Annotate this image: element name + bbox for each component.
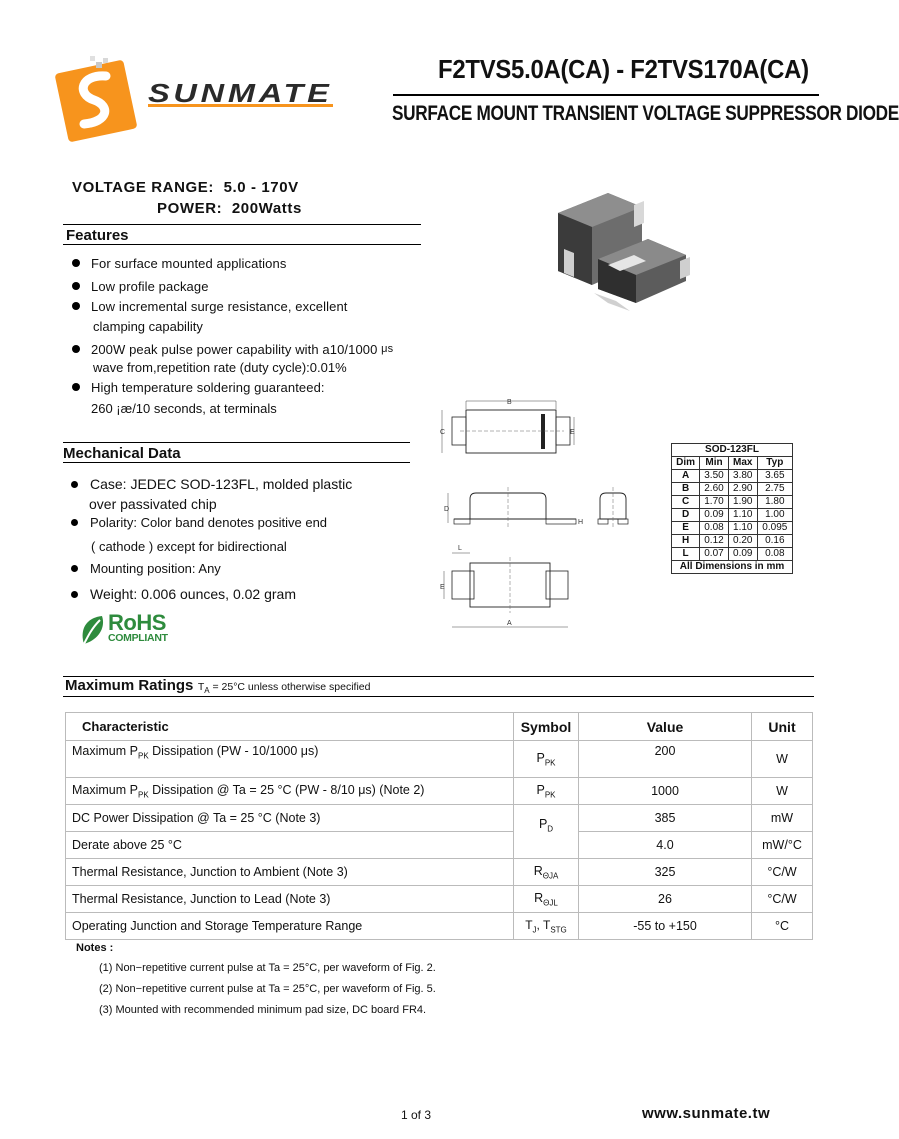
table-row: Thermal Resistance, Junction to Ambient (Note 3) $R_{\Theta JA}$ 325 °C/W (66, 859, 813, 886)
mech-item: Mounting position: Any (71, 561, 221, 576)
table-row: L 0.07 0.09 0.08 (672, 548, 793, 561)
table-row: E 0.08 1.10 0.095 (672, 522, 793, 535)
feature-continuation: 260 ¡æ/10 seconds, at terminals (91, 401, 277, 416)
mech-item: Polarity: Color band denotes positive end (71, 515, 327, 530)
ratings-header: Characteristic Symbol Value Unit (66, 713, 813, 741)
mech-continuation: over passivated chip (89, 496, 217, 512)
feature-item: Low incremental surge resistance, excellent (72, 299, 347, 314)
voltage-label: VOLTAGE RANGE: (72, 179, 215, 196)
table-row: Maximum $P_{PK}$ Dissipation (PW - 10/1000 μs) $P_{PK}$ 200 W (66, 741, 813, 778)
ratings-title: Maximum Ratings (65, 677, 194, 694)
dim-label-d: D (444, 506, 450, 513)
table-row: Derate above 25 °C 4.0 mW/°C (66, 832, 813, 859)
mech-item: Case: JEDEC SOD-123FL, molded plastic (71, 476, 352, 492)
mech-item: Weight: 0.006 ounces, 0.02 gram (71, 586, 296, 602)
features-title: Features (66, 227, 129, 244)
table-row: Operating Junction and Storage Temperature Range $T_J$, $T_{STG}$ -55 to +150 °C (66, 913, 813, 940)
website-link[interactable]: www.sunmate.tw (642, 1105, 771, 1122)
mech-rule-top (63, 442, 410, 443)
power-label: POWER: (157, 200, 223, 217)
brand-wordmark: SUNMATE (148, 78, 333, 108)
feature-item: Low profile package (72, 279, 209, 294)
diode-package-icon (550, 185, 695, 315)
voltage-range (72, 179, 299, 196)
dimension-drawing (430, 395, 670, 635)
mech-continuation: ( cathode ) except for bidirectional (91, 539, 287, 554)
table-row: DC Power Dissipation @ Ta = 25 °C (Note 3) $P_D$ 385 mW (66, 805, 813, 832)
table-row: C 1.70 1.90 1.80 (672, 496, 793, 509)
table-row: Maximum $P_{PK}$ Dissipation @ Ta = 25 °C (PW - 8/10 μs) (Note 2) $P_{PK}$ 1000 W (66, 778, 813, 805)
part-range-title: F2TVS5.0A(CA) - F2TVS170A(CA) (438, 54, 809, 84)
title-rule (393, 94, 819, 96)
rohs-title: RoHS (108, 610, 166, 635)
dim-label-e: E (570, 429, 575, 436)
ratings-rule-bottom (63, 696, 814, 697)
note-item: (2) Non−repetitive current pulse at Ta = 25°C, per waveform of Fig. 5. (99, 983, 436, 995)
dim-label-l: L (458, 545, 462, 552)
dimensions-table (671, 443, 793, 574)
package-outline-drawing (430, 395, 670, 635)
features-rule-top (63, 224, 421, 225)
note-item: (3) Mounted with recommended minimum pad size, DC board FR4. (99, 1004, 427, 1016)
leaf-icon (80, 614, 106, 646)
table-row: D 0.09 1.10 1.00 (672, 509, 793, 522)
feature-item: High temperature soldering guaranteed: (72, 380, 325, 395)
power-value: 200Watts (231, 200, 302, 217)
table-row: B 2.60 2.90 2.75 (672, 483, 793, 496)
dim-label-e2: E (440, 584, 445, 591)
dim-label-c: C (440, 429, 446, 436)
ratings-heading (65, 677, 371, 695)
feature-continuation: wave from,repetition rate (duty cycle):0.01% (93, 360, 347, 375)
dim-label-a: A (507, 620, 512, 627)
dim-table-title: SOD-123FL (672, 444, 793, 457)
dim-label-h: H (578, 519, 584, 526)
rohs-badge (80, 612, 190, 646)
table-row: H 0.12 0.20 0.16 (672, 535, 793, 548)
feature-continuation: clamping capability (93, 319, 203, 334)
note-item: (1) Non−repetitive current pulse at Ta = 25°C, per waveform of Fig. 2. (99, 962, 436, 974)
table-row: A 3.50 3.80 3.65 (672, 470, 793, 483)
power-rating (157, 200, 302, 217)
page-number: 1 of 3 (401, 1108, 432, 1122)
product-subtitle: SURFACE MOUNT TRANSIENT VOLTAGE SUPPRESSOR DIODE (392, 102, 899, 125)
mech-rule-bottom (63, 462, 410, 463)
dim-label-b: B (507, 399, 512, 406)
dim-table-footer: All Dimensions in mm (672, 561, 793, 574)
table-row: Thermal Resistance, Junction to Lead (Note 3) $R_{\Theta JL}$ 26 °C/W (66, 886, 813, 913)
mechanical-title: Mechanical Data (63, 445, 181, 462)
dim-table-header: Dim Min Max Typ (672, 457, 793, 470)
ratings-table (65, 712, 813, 940)
package-photo (550, 185, 695, 315)
feature-item: For surface mounted applications (72, 256, 286, 271)
ratings-condition: $T_A = 25^\circ C$ unless otherwise specified (197, 681, 371, 696)
voltage-value: 5.0 - 170V (223, 179, 299, 196)
rohs-compliant: COMPLIANT (108, 632, 168, 644)
features-rule-bottom (63, 244, 421, 245)
company-logo (56, 56, 333, 142)
feature-item: 200W peak pulse power capability with a10/1000 μs (72, 342, 393, 357)
notes-title: Notes : (76, 942, 114, 954)
